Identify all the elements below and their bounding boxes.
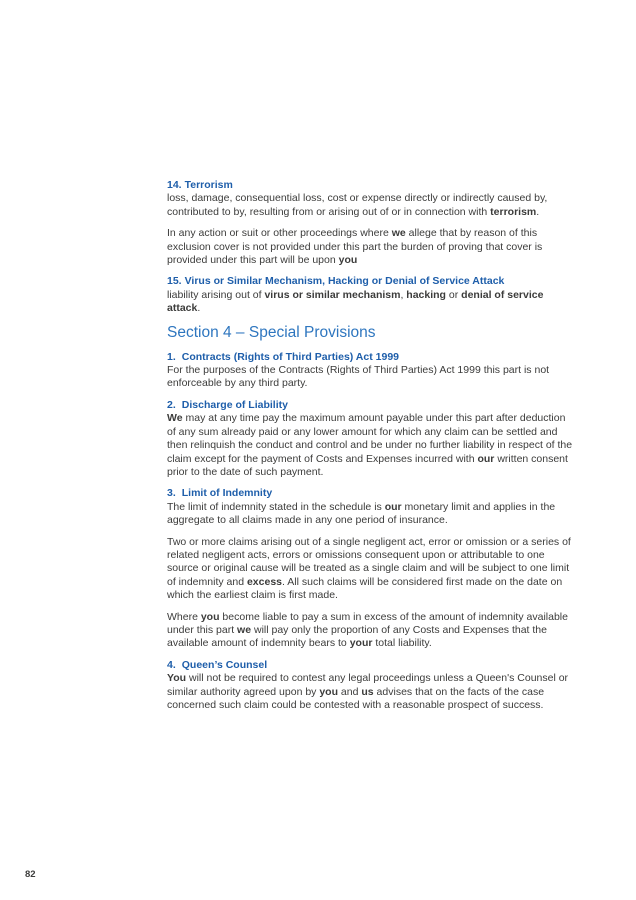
defined-term: You: [167, 672, 187, 685]
text-run: For the purposes of the Contracts (Rights of Third Parties) Act 1999 this part is not enforceable by any third party.: [167, 364, 550, 390]
defined-term: We: [167, 412, 183, 425]
defined-term: we: [391, 227, 406, 240]
paragraph: [167, 501, 576, 528]
defined-term: denial of service attack: [167, 288, 544, 315]
text-run: may at any time pay the maximum amount payable under this part after deduction of any sum already paid or any lower amount for which any claim can be settled and then relinquish the conduct and control and be under no further liability in respect of the claim except for the payment of Costs and Expenses incurred with: [167, 412, 573, 465]
defined-term: hacking: [406, 288, 446, 301]
page-number: 82: [25, 869, 36, 880]
text-run: or: [445, 288, 462, 301]
paragraph: [167, 412, 576, 479]
clause-heading: [167, 351, 576, 364]
paragraph: [167, 227, 576, 267]
text-run: monetary limit and applies in the aggregate to all claims made in any one period of insurance.: [167, 500, 556, 527]
section-title: Section 4 – Special Provisions: [167, 323, 376, 341]
document-content: [167, 179, 576, 720]
paragraph: [167, 364, 576, 391]
clause-title: Queen’s Counsel: [181, 658, 268, 671]
clause-number: 3.: [167, 487, 176, 500]
defined-term: you: [200, 610, 220, 623]
clause-heading: [167, 275, 576, 288]
defined-term: we: [237, 623, 252, 636]
defined-term: you: [319, 685, 339, 698]
clause-title: Virus or Similar Mechanism, Hacking or Denial of Service Attack: [184, 275, 505, 288]
clause-number: 2.: [167, 398, 176, 411]
clause-number: 1.: [167, 350, 176, 363]
text-run: will pay only the proportion of any Costs and Expenses that the available amount of indemnity bears to: [167, 623, 547, 650]
text-run: ,: [400, 288, 407, 301]
text-run: . All such claims will be considered first made on the date on which the earliest claim is first made.: [167, 575, 563, 602]
text-run: liability arising out of: [167, 288, 265, 301]
text-run: total liability.: [372, 637, 432, 650]
clause-title: Contracts (Rights of Third Parties) Act 1999: [181, 350, 399, 363]
defined-term: terrorism: [490, 205, 537, 218]
clause-title: Limit of Indemnity: [181, 487, 273, 500]
defined-term: virus or similar mechanism: [264, 288, 401, 301]
clause-heading: [167, 179, 576, 192]
paragraph: [167, 536, 576, 603]
paragraph: [167, 672, 576, 712]
text-run: .: [197, 302, 201, 315]
clause-number: 14.: [167, 179, 182, 191]
defined-term: us: [361, 685, 374, 698]
clause-heading: [167, 659, 576, 672]
text-run: advises that on the facts of the case concerned such claim could be contested with a reasonable prospect of success.: [167, 685, 545, 711]
paragraph: [167, 611, 576, 651]
defined-term: you: [338, 254, 358, 267]
defined-term: excess: [246, 575, 283, 588]
text-run: Where: [167, 610, 201, 623]
clause-title: Discharge of Liability: [181, 398, 288, 411]
text-run: Two or more claims arising out of a single negligent act, error or omission or a series of related negligent acts, errors or omissions consequent upon or attributable to one source or original cause will be treated as a single claim and will be subject to one limit of indemnity and: [167, 535, 571, 588]
clause-title: Terrorism: [184, 179, 233, 191]
defined-term: your: [349, 637, 373, 650]
paragraph: [167, 192, 576, 219]
text-run: allege that by reason of this exclusion cover is not provided under this part the burden of proving that cover is provided under this part will be upon: [167, 227, 543, 267]
clause-number: 15.: [167, 275, 182, 288]
text-run: become liable to pay a sum in excess of the amount of indemnity available under this part: [167, 610, 568, 636]
text-run: and: [338, 685, 362, 698]
defined-term: our: [384, 500, 402, 513]
text-run: loss, damage, consequential loss, cost or expense directly or indirectly caused by, contributed to by, resulting from or arising out of or in connection with: [167, 192, 548, 218]
text-run: The limit of indemnity stated in the schedule is: [167, 500, 385, 513]
text-run: In any action or suit or other proceedings where: [167, 227, 392, 240]
text-run: will not be required to contest any legal proceedings unless a Queen's Counsel or similar authority agreed upon by: [167, 672, 569, 698]
clause-number: 4.: [167, 658, 176, 671]
clause-heading: [167, 399, 576, 412]
text-run: written consent prior to the date of such payment.: [167, 452, 568, 478]
text-run: .: [536, 205, 540, 218]
defined-term: our: [477, 452, 495, 465]
clause-heading: [167, 487, 576, 500]
paragraph: [167, 289, 576, 316]
